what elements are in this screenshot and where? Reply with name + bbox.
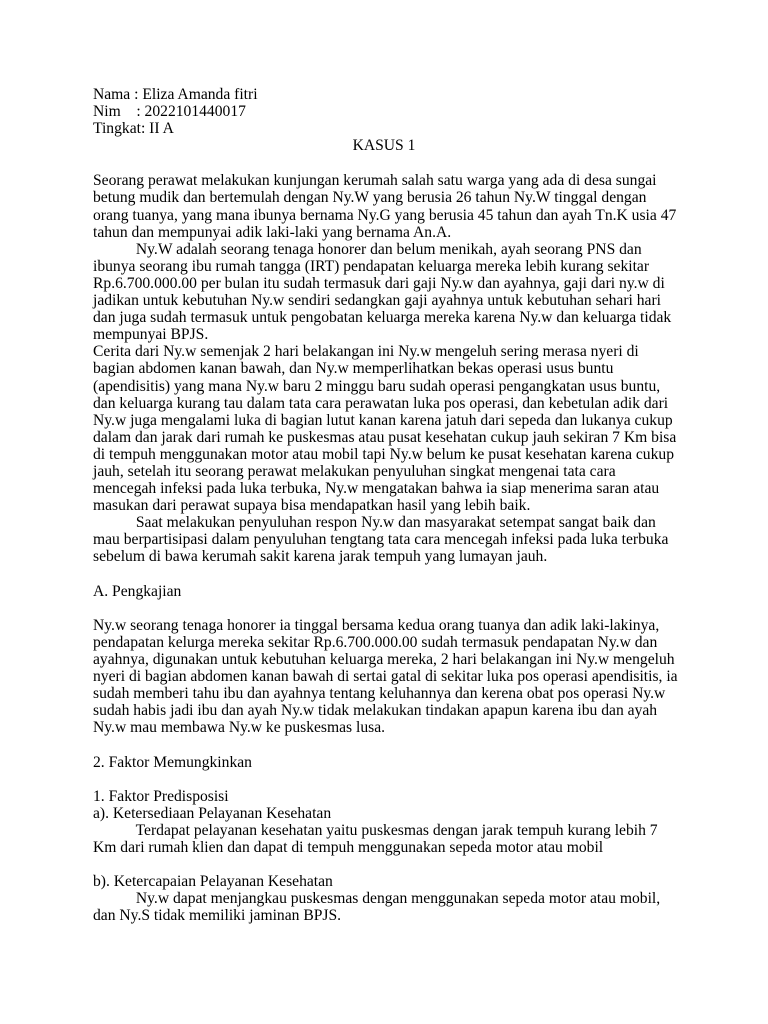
text-line: Rp.6.700.000.00 per bulan itu sudah termasuk dari gaji Ny.w dan ayahnya, gaji dari ny.w di bbox=[93, 274, 665, 292]
text-line: masukan dari perawat supaya bisa mendapatkan hasil yang lebih baik. bbox=[93, 497, 531, 515]
spacer bbox=[93, 771, 675, 788]
text-line: sudah memberi tahu ibu dan ayahnya tentang keluhannya dan kerena obat pos operasi Ny.w bbox=[93, 685, 666, 703]
spacer bbox=[93, 736, 675, 753]
section-heading: 2. Faktor Memungkinkan bbox=[93, 753, 252, 771]
text-line: jadikan untuk kebutuhan Ny.w sendiri sedangkan gaji ayahnya untuk kebutuhan sehari hari bbox=[93, 292, 662, 310]
spacer bbox=[93, 856, 675, 873]
text-line: Saat melakukan penyuluhan respon Ny.w dan masyarakat setempat sangat baik dan bbox=[93, 514, 656, 532]
text-line: Cerita dari Ny.w semenjak 2 hari belakangan ini Ny.w mengeluh sering merasa nyeri di bbox=[93, 343, 639, 361]
student-level: Tingkat: II A bbox=[93, 120, 174, 138]
document-title: KASUS 1 bbox=[352, 137, 416, 155]
subsection-heading: b). Ketercapaian Pelayanan Kesehatan bbox=[93, 873, 333, 891]
case-paragraph-3 bbox=[93, 343, 675, 514]
section-pengkajian bbox=[93, 582, 678, 737]
spacer bbox=[93, 600, 675, 617]
text-line: sebelum di bawa kerumah sakit karena jarak tempuh yang lumayan jauh. bbox=[93, 548, 548, 566]
text-line: Seorang perawat melakukan kunjungan kerumah salah satu warga yang ada di desa sungai bbox=[93, 172, 657, 190]
text-line: di tempuh menggunakan motor atau mobil tapi Ny.w belum ke pusat kesehatan karena cukup bbox=[93, 445, 674, 463]
student-nim: Nim : 2022101440017 bbox=[93, 103, 246, 121]
text-line: ayahnya, digunakan untuk kebutuhan keluarga mereka, 2 hari belakangan ini Ny.w mengeluh bbox=[93, 651, 675, 668]
text-line: dan juga sudah termasuk untuk pengobatan keluarga mereka karena Ny.w dan keluarga tidak bbox=[93, 309, 672, 327]
section-heading: 1. Faktor Predisposisi bbox=[93, 787, 229, 805]
section-heading: A. Pengkajian bbox=[93, 582, 182, 600]
text-line: Ny.w dapat menjangkau puskesmas dengan menggunakan sepeda motor atau mobil, bbox=[93, 890, 661, 908]
text-line: Ny.w juga mengalami luka di bagian lutut kanan karena jatuh dari sepeda dan lukanya cukup bbox=[93, 411, 673, 429]
text-line: ibunya seorang ibu rumah tangga (IRT) pendapatan keluarga mereka lebih kurang sekitar bbox=[93, 257, 650, 275]
spacer bbox=[93, 154, 675, 172]
text-line: Terdapat pelayanan kesehatan yaitu puskesmas dengan jarak tempuh kurang lebih 7 bbox=[93, 821, 658, 839]
subsection-heading: a). Ketersediaan Pelayanan Kesehatan bbox=[93, 804, 332, 822]
text-line: bagian abdomen kanan bawah, dan Ny.w memperlihatkan bekas operasi usus buntu bbox=[93, 360, 614, 378]
text-line: dan Ny.S tidak memiliki jaminan BPJS. bbox=[93, 907, 342, 925]
text-line: jauh, setelah itu seorang perawat melakukan penyuluhan singkat mengenai tata cara bbox=[93, 462, 616, 480]
case-paragraph-4 bbox=[93, 514, 675, 565]
text-line: mau berpartisipasi dalam penyuluhan tengtang tata cara mencegah infeksi pada luka terbuka bbox=[93, 531, 669, 549]
text-line: orang tuanya, yang mana ibunya bernama Ny.G yang berusia 45 tahun dan ayah Tn.K usia 47 bbox=[93, 206, 677, 224]
section-faktor-predisposisi bbox=[93, 788, 675, 925]
text-line: pendapatan kelurga mereka sekitar Rp.6.700.000.00 sudah termasuk pendapatan Ny.w dan bbox=[93, 633, 658, 651]
section-faktor-memungkinkan bbox=[93, 754, 675, 771]
document-page bbox=[93, 86, 678, 925]
identity-block bbox=[93, 86, 675, 137]
text-line: sudah habis jadi ibu dan ayah Ny.w tidak melakukan tindakan apapun karena ibu dan ayah bbox=[93, 702, 658, 720]
text-line: Ny.W adalah seorang tenaga honorer dan belum menikah, ayah seorang PNS dan bbox=[93, 240, 642, 258]
text-line: Ny.w mau membawa Ny.w ke puskesmas lusa. bbox=[93, 719, 386, 737]
text-line: nyeri di bagian abdomen kanan bawah di sertai gatal di sekitar luka pos operasi apendisitis, ia bbox=[93, 668, 678, 686]
case-paragraph-1 bbox=[93, 172, 675, 240]
text-line: Km dari rumah klien dan dapat di tempuh menggunakan sepeda motor atau mobil bbox=[93, 839, 604, 857]
case-paragraph-2 bbox=[93, 241, 675, 344]
text-line: mempunyai BPJS. bbox=[93, 326, 209, 344]
student-name: Nama : Eliza Amanda fitri bbox=[93, 86, 258, 103]
spacer bbox=[93, 566, 675, 583]
text-line: mencegah infeksi pada luka terbuka, Ny.w mengatakan bahwa ia siap menerima saran atau bbox=[93, 480, 660, 498]
text-line: Ny.w seorang tenaga honorer ia tinggal bersama kedua orang tuanya dan adik laki-lakinya, bbox=[93, 616, 660, 634]
text-line: (apendisitis) yang mana Ny.w baru 2 minggu baru sudah operasi pengangkatan usus buntu, bbox=[93, 377, 661, 395]
text-line: tahun dan mempunyai adik laki-laki yang bernama An.A. bbox=[93, 223, 452, 241]
text-line: betung mudik dan bertemulah dengan Ny.W yang berusia 26 tahun Ny.W tinggal dengan bbox=[93, 189, 647, 207]
text-line: dalam dan jarak dari rumah ke puskesmas atau pusat kesehatan cukup jauh sekiran 7 Km bisa bbox=[93, 428, 677, 446]
text-line: dan keluarga kurang tau dalam tata cara perawatan luka pos operasi, dan kebetulan adik dari bbox=[93, 394, 669, 412]
